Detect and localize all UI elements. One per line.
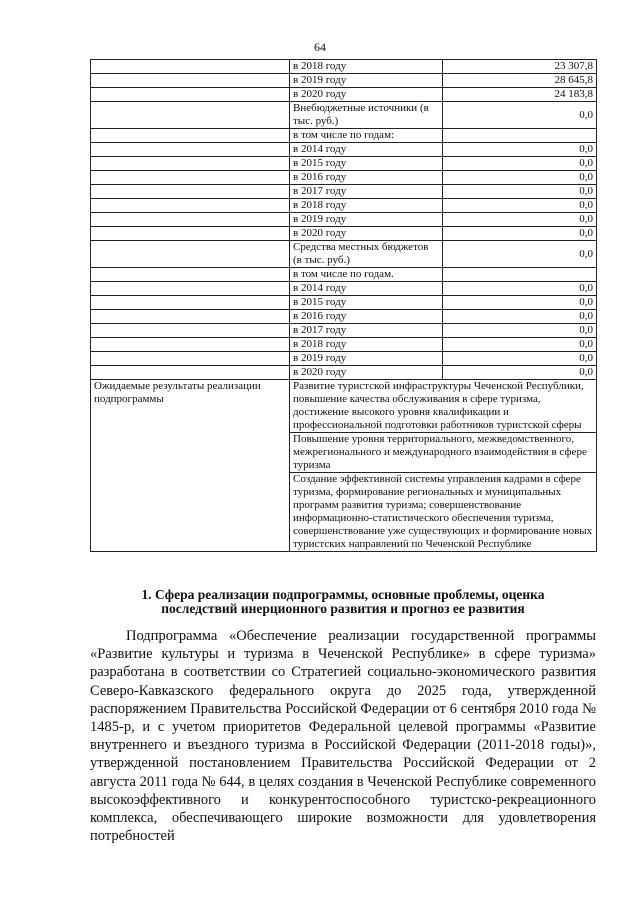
empty-label-cell [91,296,290,310]
results-label: Ожидаемые результаты реализации подпрограммы [91,380,290,552]
year-label: в 2018 году [290,199,443,213]
year-value: 0,0 [443,171,597,185]
year-value: 23 307,8 [443,60,597,74]
year-label: в 2020 году [290,366,443,380]
year-label: в 2017 году [290,185,443,199]
year-label: в 2015 году [290,157,443,171]
year-value: 0,0 [443,352,597,366]
empty-label-cell [91,352,290,366]
table-row [91,324,597,338]
empty-label-cell [91,157,290,171]
empty-label-cell [91,282,290,296]
year-label: в 2018 году [290,60,443,74]
paragraph: Подпрограмма «Обеспечение реализации государственной программы «Развитие культуры и туризма в Чеченской Республике» в сфере туризма» разработана в соответствии со Стратегией социально-экономического развития Северо-Кавказского федерального округа до 2025 года, утвержденной распоряжением Правительства Российской Федерации от 6 сентября 2010 года № 1485-р, и с учетом приоритетов Федеральной целевой программы «Развитие внутреннего и въездного туризма в Российской Федерации (2011-2018 годы)», утвержденной постановлением Правительства Российской Федерации от 2 августа 2011 года № 644, в целях создания в Чеченской Республике современного высокоэффективного и конкурентоспособного туристско-рекреационного комплекса, обеспечивающего широкие возможности для удовлетворения потребностей [90,628,596,845]
year-label: в 2020 году [290,227,443,241]
empty-label-cell [91,60,290,74]
year-value: 24 183,8 [443,88,597,102]
table-row [91,88,597,102]
section-heading-line: 1. Сфера реализации подпрограммы, основные проблемы, оценка [141,587,545,602]
year-value: 0,0 [443,310,597,324]
empty-label-cell [91,268,290,282]
year-label: в 2019 году [290,213,443,227]
year-label: в 2015 году [290,296,443,310]
year-label: в 2014 году [290,143,443,157]
year-value: 0,0 [443,185,597,199]
year-label: в 2020 году [290,88,443,102]
table-row [91,185,597,199]
empty-label-cell [91,185,290,199]
year-value: 0,0 [443,199,597,213]
body-text [90,627,596,845]
year-label: в 2016 году [290,171,443,185]
year-label: в 2018 году [290,338,443,352]
year-value: 0,0 [443,338,597,352]
budget-table [90,59,597,552]
year-value: 0,0 [443,282,597,296]
year-value: 0,0 [443,366,597,380]
extrabudget-heading-value: 0,0 [443,102,597,129]
year-value: 0,0 [443,157,597,171]
local-heading: Средства местных бюджетов (в тыс. руб.) [290,241,443,268]
extrabudget-heading: Внебюджетные источники (в тыс. руб.) [290,102,443,129]
table-row [91,366,597,380]
table-row [91,241,597,268]
table-row [91,310,597,324]
empty-label-cell [91,102,290,129]
table-row [91,352,597,366]
table-row [91,296,597,310]
year-label: в 2014 году [290,282,443,296]
empty-value-cell [443,268,597,282]
extrabudget-subheading: в том числе по годам: [290,129,443,143]
table-row [91,171,597,185]
empty-label-cell [91,241,290,268]
table-row [91,213,597,227]
year-value: 0,0 [443,227,597,241]
table-row [91,74,597,88]
table-row [91,268,597,282]
empty-label-cell [91,88,290,102]
section-heading-line: последствий инерционного развития и прогноз ее развития [161,601,525,616]
result-item: Развитие туристской инфраструктуры Чеченской Республики, повышение качества обслуживания в сфере туризма, достижение высокого уровня квалификации и профессиональной подготовки работников туристской сферы [290,380,597,433]
table-row [91,338,597,352]
year-label: в 2017 году [290,324,443,338]
empty-label-cell [91,199,290,213]
empty-label-cell [91,310,290,324]
year-value: 0,0 [443,296,597,310]
empty-label-cell [91,213,290,227]
table-row [91,199,597,213]
year-label: в 2016 году [290,310,443,324]
empty-label-cell [91,143,290,157]
empty-label-cell [91,227,290,241]
empty-value-cell [443,129,597,143]
local-subheading: в том числе по годам. [290,268,443,282]
empty-label-cell [91,338,290,352]
table-row [91,129,597,143]
table-row [91,60,597,74]
table-row [91,282,597,296]
table-row [91,227,597,241]
result-item: Создание эффективной системы управления кадрами в сфере туризма, формирование региональных и муниципальных программ развития туризма; совершенствование информационно-статистического обеспечения туризма, совершенствование уже существующих и формирование новых туристских направлений по Чеченской Республике [290,473,597,552]
empty-label-cell [91,366,290,380]
empty-label-cell [91,74,290,88]
empty-label-cell [91,324,290,338]
section-heading [90,588,596,616]
empty-label-cell [91,171,290,185]
table-row [91,143,597,157]
local-heading-value: 0,0 [443,241,597,268]
table-row [91,102,597,129]
year-value: 0,0 [443,324,597,338]
year-label: в 2019 году [290,74,443,88]
page-number: 64 [314,40,326,54]
year-value: 0,0 [443,143,597,157]
table-row [91,157,597,171]
year-label: в 2019 году [290,352,443,366]
year-value: 28 645,8 [443,74,597,88]
result-item: Повышение уровня территориального, межведомственного, межрегионального и международного взаимодействия в сфере туризма [290,433,597,473]
year-value: 0,0 [443,213,597,227]
empty-label-cell [91,129,290,143]
table-row [91,380,597,433]
